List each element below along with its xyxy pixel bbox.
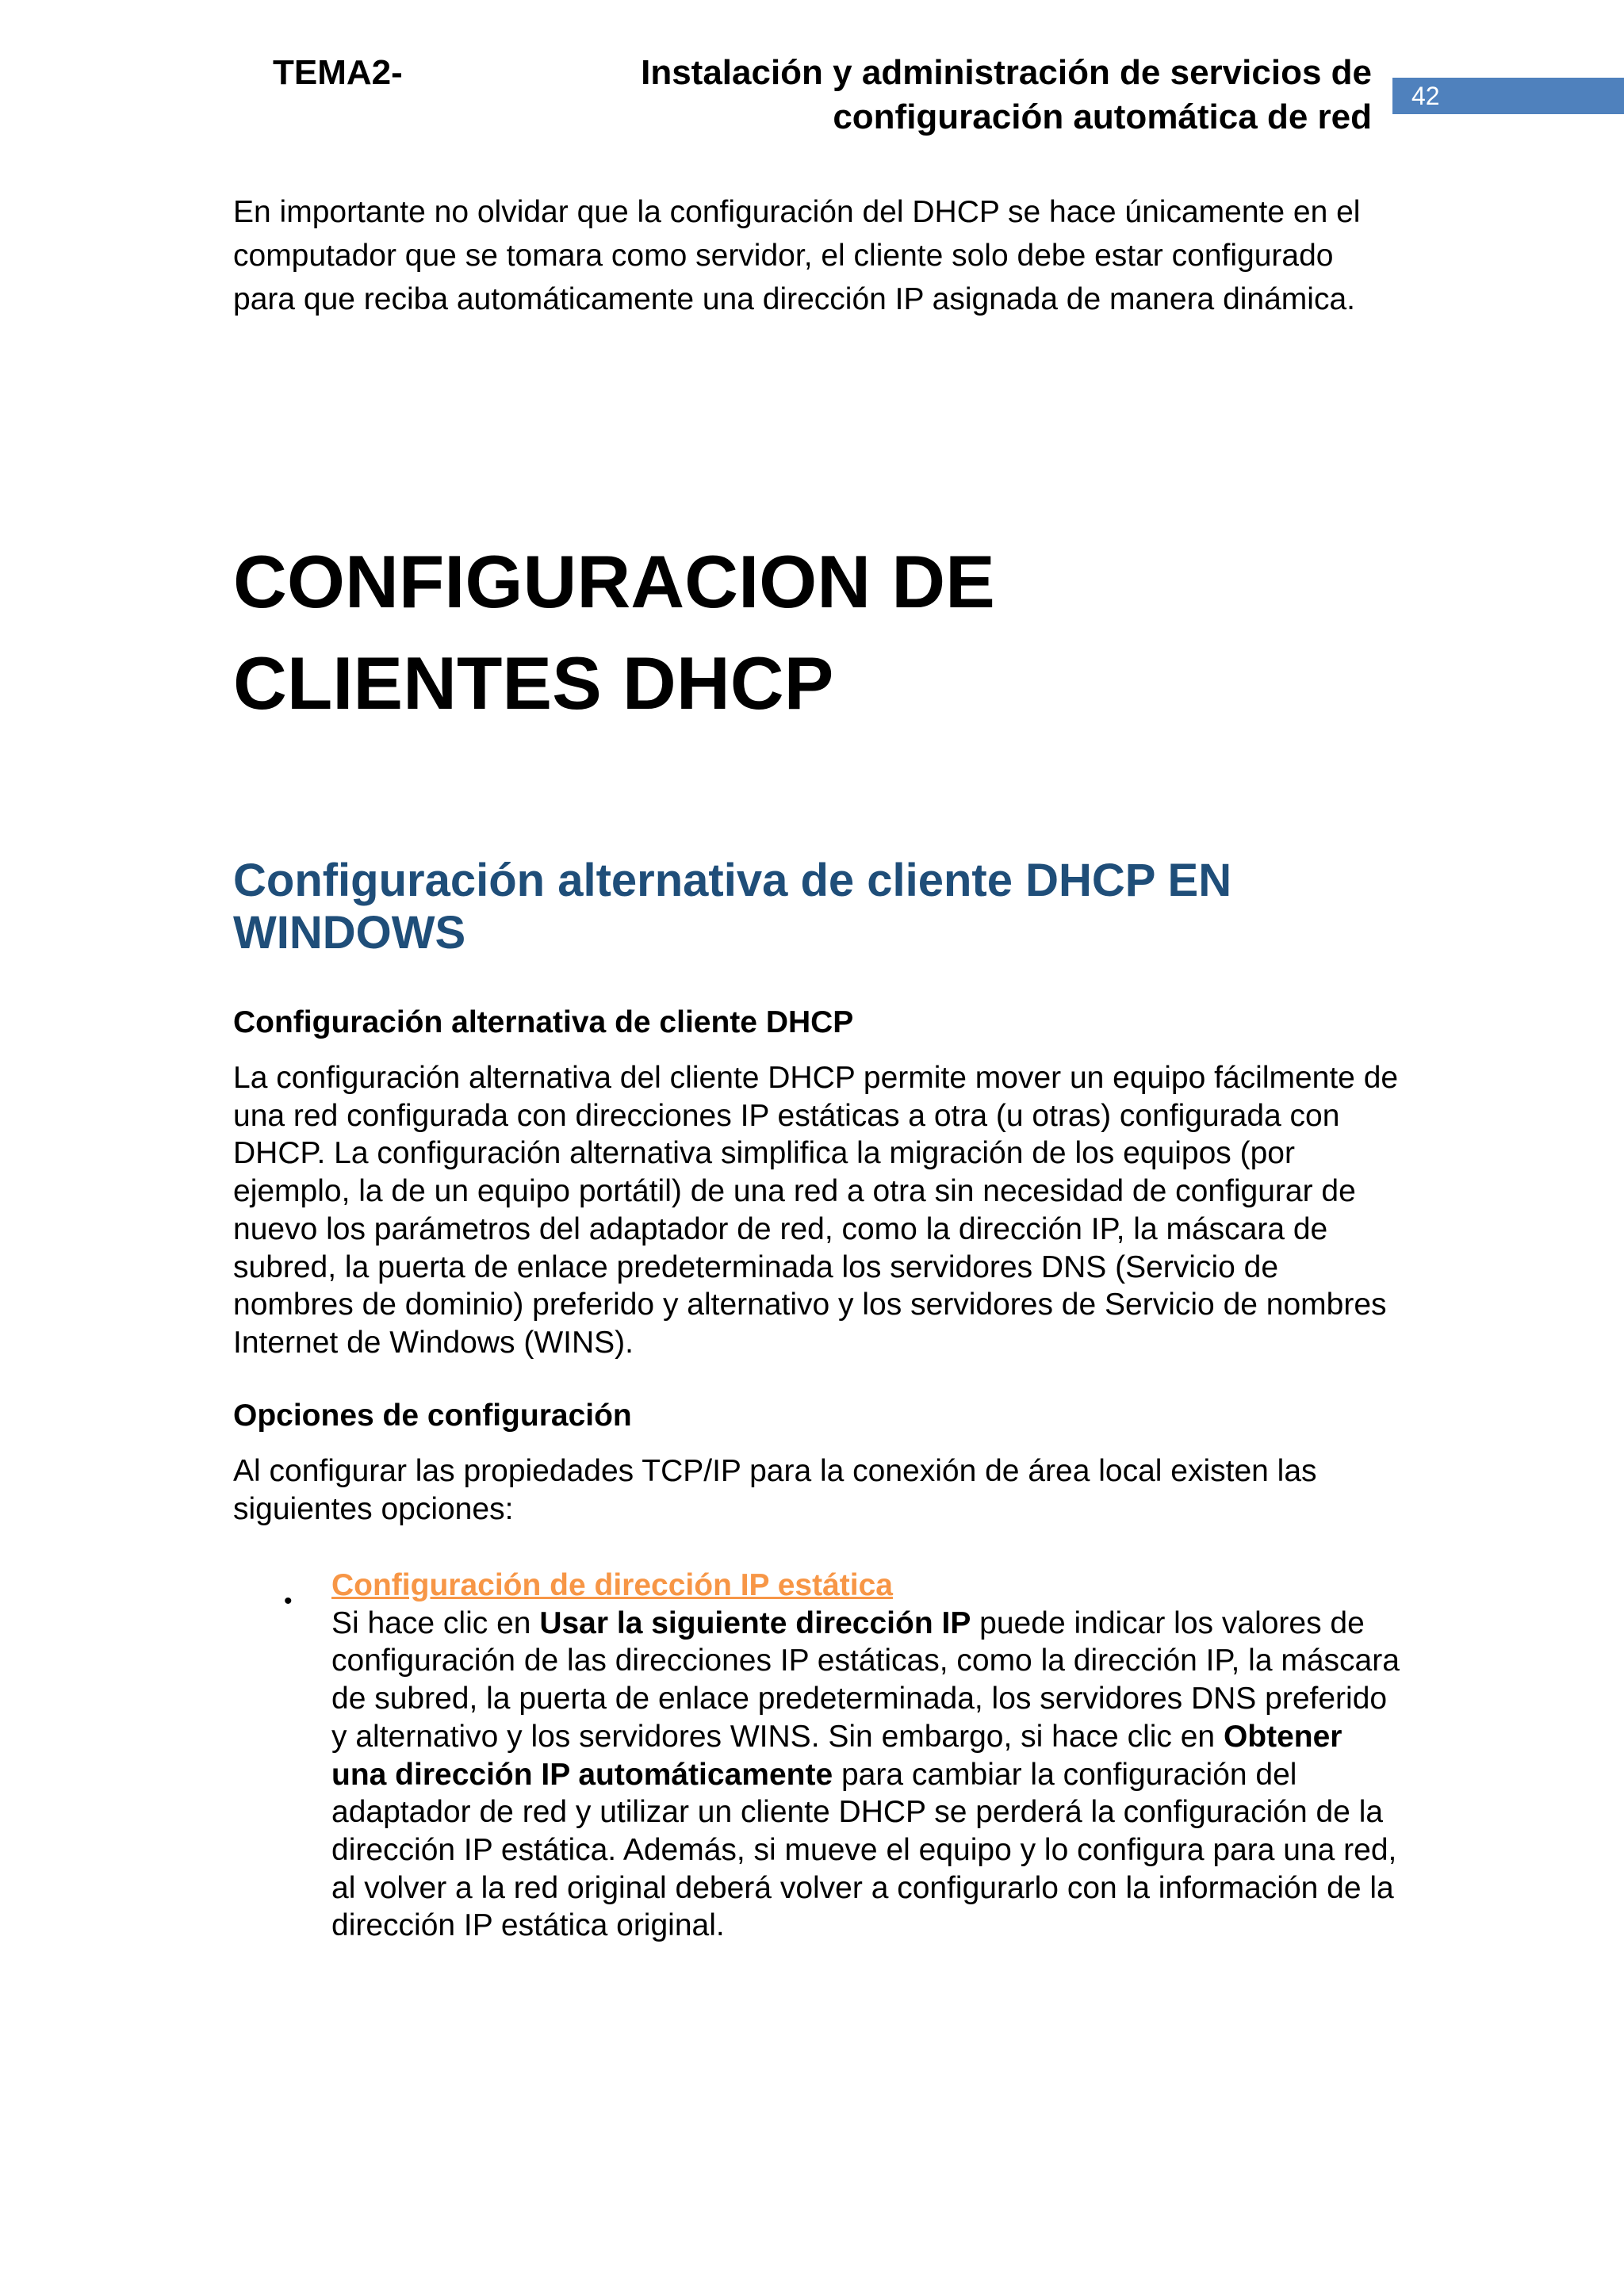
- intro-paragraph: En importante no olvidar que la configuración del DHCP se hace únicamente en el computador que se tomara como servidor, el cliente solo debe estar configurado para que reciba automáticamente una dirección IP asignada de manera dinámica.: [233, 195, 1361, 316]
- header-topic: TEMA2-: [273, 53, 403, 92]
- header-title: [500, 51, 1372, 140]
- heading-1-line2: CLIENTES DHCP: [233, 641, 834, 725]
- heading-1: [233, 531, 1343, 734]
- heading-2: Configuración alternativa de cliente DHCP EN WINDOWS: [233, 855, 1232, 959]
- bullet-bold-2: Obtener una dirección IP automáticamente: [331, 1719, 1342, 1792]
- section2-title: Opciones de configuración: [233, 1399, 632, 1433]
- bullet-bold-1: Usar la siguiente dirección IP: [539, 1605, 971, 1640]
- header-title-line2: configuración automática de red: [833, 98, 1372, 136]
- section1-title: Configuración alternativa de cliente DHCP: [233, 1005, 854, 1039]
- section2-paragraph: Al configurar las propiedades TCP/IP para la conexión de área local existen las siguientes opciones:: [233, 1454, 1317, 1526]
- static-ip-config-link[interactable]: Configuración de dirección IP estática: [331, 1568, 893, 1602]
- section1-paragraph: La configuración alternativa del cliente DHCP permite mover un equipo fácilmente de una red configurada con direcciones IP estáticas a otra (u otras) configurada con DHCP. La configuración alternativa simplifica la migración de los equipos (por ejemplo, la de un equipo portátil) de una red a otra sin necesidad de configurar de nuevo los parámetros del adaptador de red, como la dirección IP, la máscara de subred, la puerta de enlace predeterminada los servidores DNS (Servicio de nombres de dominio) preferido y alternativo y los servidores de Servicio de nombres Internet de Windows (WINS).: [233, 1061, 1399, 1360]
- bullet-paragraph: [331, 1605, 1402, 1945]
- page-number-tab: [1392, 78, 1624, 114]
- bullet-text-3: para cambiar la configuración del adaptador de red y utilizar un cliente DHCP se perderá la configuración de la dirección IP estática. Además, si mueve el equipo y lo configura para una red, al volver a la red original deberá volver a configurarlo con la información de la dirección IP estática original.: [331, 1757, 1397, 1943]
- page-number: 42: [1411, 82, 1440, 110]
- bullet-text-1: Si hace clic en: [331, 1605, 540, 1640]
- header-title-line1: Instalación y administración de servicios de: [641, 53, 1372, 92]
- bullet-text-2: puede indicar los valores de configuración de las direcciones IP estáticas, como la dirección IP, la máscara de subred, la puerta de enlace predeterminada, los servidores DNS preferido y alternativo y los servidores WINS. Sin embargo, si hace clic en: [331, 1605, 1400, 1754]
- heading-1-line1: CONFIGURACION DE: [233, 540, 995, 623]
- bullet-item: [331, 1567, 1402, 1945]
- bullet-icon: •: [284, 1588, 293, 1614]
